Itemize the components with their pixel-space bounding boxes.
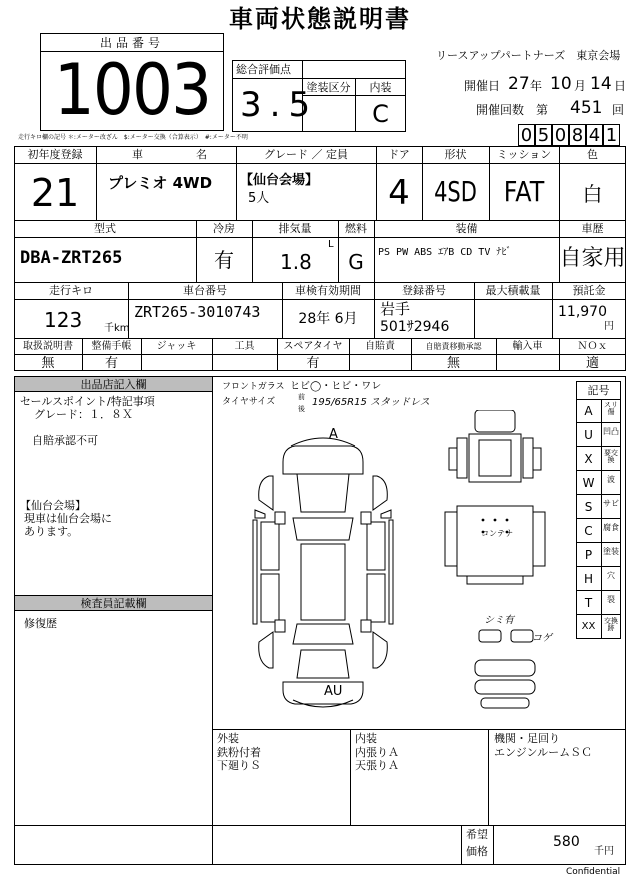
hdr-door: ドア xyxy=(388,148,410,161)
manual-value: 無 xyxy=(41,356,55,371)
mileage-value: 123 xyxy=(44,308,83,332)
car-outline-rear-window xyxy=(293,624,353,644)
dealer-note-line: セールスポイント/特記事項 xyxy=(20,395,155,408)
car-outline-left-sill xyxy=(253,520,257,624)
seat-front-left xyxy=(479,630,501,642)
code-description: 波 xyxy=(607,475,615,484)
code-letter: X xyxy=(584,452,593,466)
hdr-equipment: 装備 xyxy=(455,222,478,235)
code-legend-row xyxy=(576,447,621,471)
code-letter: XX xyxy=(581,621,596,632)
inspector-repair-history: 修復歴 xyxy=(24,617,57,630)
damage-mark-front: A xyxy=(329,427,338,442)
event-year-unit: 年 xyxy=(530,79,543,93)
event-count-label: 開催回数 第 xyxy=(476,103,549,117)
code-digit: 0 xyxy=(518,124,535,146)
code-digit: 4 xyxy=(586,124,603,146)
damage-arc-front xyxy=(291,438,355,446)
car-outline-left-front-door xyxy=(261,522,279,570)
hdr-name: 名 xyxy=(196,148,207,161)
hdr-car: 車 xyxy=(132,148,143,161)
tire-front-label: 前 xyxy=(298,393,305,401)
car-outline-windshield xyxy=(293,518,353,540)
desired-price-unit: 千円 xyxy=(594,846,614,857)
code-legend-row xyxy=(576,399,621,423)
registration-region: 岩手 xyxy=(380,300,411,318)
code-letter: U xyxy=(584,428,593,442)
vehicle-history: 自家用 xyxy=(559,246,626,271)
air-conditioning: 有 xyxy=(214,248,234,272)
car-outline-left-rear-fender xyxy=(259,632,273,668)
event-count-unit: 回 xyxy=(612,103,625,117)
code-legend-row xyxy=(576,591,621,615)
code-legend-header: 記号 xyxy=(587,384,610,397)
interior-line-1: 内張りＡ xyxy=(355,746,399,759)
tire-size-label: タイヤサイズ xyxy=(222,397,276,407)
model-code: DBA-ZRT265 xyxy=(20,248,123,268)
event-day-unit: 日 xyxy=(614,79,627,93)
event-day: 14 xyxy=(590,74,612,94)
code-letter: P xyxy=(584,548,593,562)
code-legend-row xyxy=(576,423,621,447)
car-outline-right-front-fender xyxy=(373,476,387,510)
code-letter: H xyxy=(583,572,594,586)
hdr-first-reg: 初年度登録 xyxy=(27,148,83,161)
container-label: コンテナ xyxy=(481,529,513,538)
fuel-type: G xyxy=(348,250,364,274)
car-outline-hood xyxy=(297,474,349,512)
body-shape: 4SD xyxy=(434,175,477,208)
equipment-list: PS PW ABS ｴｱB CD TV ﾅﾋﾞ xyxy=(378,247,512,258)
code-description: 塗装 xyxy=(603,547,619,556)
code-letter: W xyxy=(582,476,595,490)
code-legend-row xyxy=(576,567,621,591)
interior-grade-value: C xyxy=(372,100,389,128)
hdr-nox: ＮＯｘ xyxy=(577,341,608,352)
car-outline-trunk xyxy=(297,650,349,678)
hdr-ac: 冷房 xyxy=(213,222,235,235)
hdr-insurance: 自賠責 xyxy=(365,341,395,352)
lot-label: 出品番号 xyxy=(99,36,164,50)
event-date-label: 開催日 xyxy=(464,79,501,93)
code-letter: C xyxy=(584,524,593,538)
spare-tire-value: 有 xyxy=(306,356,320,371)
body-color: 白 xyxy=(582,182,603,206)
interior-grade-label: 内装 xyxy=(369,81,392,94)
damage-mark-rear: AU xyxy=(324,684,343,699)
code-letter: T xyxy=(584,596,593,610)
car-outline-left-rear-door xyxy=(261,574,279,622)
hdr-deposit: 預託金 xyxy=(572,284,606,297)
dealer-note-line: 自賠承認不可 xyxy=(32,434,98,447)
confidential-footer: Confidential xyxy=(566,867,621,877)
exterior-line-2: 下廻りＳ xyxy=(217,759,261,772)
hdr-jack: ジャッキ xyxy=(156,341,197,352)
exterior-line-1: 鉄粉付着 xyxy=(217,746,261,759)
event-month: 10 xyxy=(550,74,572,94)
car-name: プレミオ 4WD xyxy=(108,174,213,192)
displacement: 1.8 xyxy=(280,250,312,274)
car-outline-roof xyxy=(301,544,345,620)
engine-line-1: エンジンルームＳＣ xyxy=(494,746,593,759)
event-year: 27 xyxy=(508,74,530,94)
tire-size-handwritten: 195/65R15 スタッドレス xyxy=(312,397,430,408)
car-damage-diagram xyxy=(213,410,575,730)
document-title: 車両状態説明書 xyxy=(229,5,411,33)
deposit-value: 11,970 xyxy=(558,304,607,320)
dealer-note-line: あります。 xyxy=(24,525,79,538)
code-legend-row xyxy=(576,519,621,543)
code-digit: 0 xyxy=(552,124,569,146)
registration-number: 501ｻ2946 xyxy=(380,319,450,335)
container-outline xyxy=(457,506,533,576)
code-legend-row xyxy=(576,495,621,519)
hdr-insurance-transfer: 自賠責移動承認 xyxy=(425,342,482,351)
code-description: 腐食 xyxy=(603,523,619,532)
code-digit: 8 xyxy=(569,124,586,146)
deposit-unit: 円 xyxy=(604,321,614,332)
code-letter: A xyxy=(584,404,593,418)
windshield-label: フロントガラス xyxy=(222,382,285,392)
hdr-color: 色 xyxy=(587,148,598,161)
chassis-number: ZRT265-3010743 xyxy=(134,303,261,321)
seat-front-right xyxy=(511,630,533,642)
car-outline-left-front-fender xyxy=(259,476,273,510)
code-description: スリ傷 xyxy=(604,401,618,417)
hdr-max-load: 最大積載量 xyxy=(485,284,541,297)
car-outline-right-rear-fender xyxy=(373,632,387,668)
code-letter: S xyxy=(584,500,593,514)
dealer-note-line: 現車は仙台会場に xyxy=(24,512,112,525)
hdr-mileage: 走行キロ xyxy=(49,284,93,297)
event-count: 451 xyxy=(570,98,603,118)
hdr-manual: 取扱説明書 xyxy=(23,341,73,352)
car-outline-front xyxy=(283,446,363,474)
code-digit: 1 xyxy=(603,124,620,146)
note-burn: コゲ xyxy=(532,633,552,644)
event-month-unit: 月 xyxy=(574,79,587,93)
insurance-transfer-value: 無 xyxy=(446,356,460,371)
score-value: 3.5 xyxy=(240,85,319,125)
hdr-spare-tire: スペアタイヤ xyxy=(283,341,343,352)
hdr-import: 輸入車 xyxy=(512,341,543,352)
code-description: サビ xyxy=(603,499,619,508)
hdr-shape: 形状 xyxy=(444,148,467,161)
code-legend-row xyxy=(576,615,621,639)
dealer-header-label: 出品店記入欄 xyxy=(80,378,147,391)
engine-label: 機関・足回り xyxy=(494,732,560,745)
score-label: 総合評価点 xyxy=(236,63,291,76)
hdr-model: 型式 xyxy=(94,222,116,235)
hdr-tools: 工具 xyxy=(234,341,255,352)
code-description: 凹凸 xyxy=(603,427,619,436)
transmission: FAT xyxy=(503,175,545,208)
code-description: 交換跡 xyxy=(604,617,618,633)
displacement-unit: L xyxy=(328,239,334,250)
first-reg-year: 21 xyxy=(30,171,80,215)
seat-rear xyxy=(475,660,535,676)
code-legend-row xyxy=(576,471,621,495)
interior-line-2: 天張りＡ xyxy=(355,759,399,772)
code-description: 要交換 xyxy=(604,449,618,465)
hdr-displacement: 排気量 xyxy=(278,222,312,235)
code-digit: 5 xyxy=(535,124,552,146)
car-outline-right-sill xyxy=(389,520,393,624)
mileage-unit: 千km xyxy=(104,323,130,334)
mileage-legend-note: 走行キロ欄の記号 ＊:メーター改ざん $:メーター交換（合算表示） #:メーター不明 xyxy=(18,134,248,141)
car-outline-right-rear-door xyxy=(367,574,385,622)
interior-label: 内装 xyxy=(355,732,377,745)
nox-value: 適 xyxy=(585,356,599,371)
grade-line2: 5人 xyxy=(248,191,270,206)
organizer: リースアップパートナーズ 東京会場 xyxy=(436,49,621,62)
inspection-expiry: 28年 6月 xyxy=(298,311,358,327)
grade-line1: 【仙台会場】 xyxy=(240,173,319,188)
car-outline-right-front-door xyxy=(367,522,385,570)
hdr-fuel: 燃料 xyxy=(345,222,367,235)
price-label-2: 価格 xyxy=(466,845,488,858)
hdr-grade: グレード ／ 定員 xyxy=(264,148,348,161)
code-description: 裂 xyxy=(607,595,615,604)
hdr-chassis: 車台番号 xyxy=(183,284,227,297)
maintenance-book-value: 有 xyxy=(104,356,118,371)
hdr-history: 車歴 xyxy=(581,222,604,235)
desired-price: 580 xyxy=(553,834,580,850)
inspector-header-label: 検査員記載欄 xyxy=(80,597,147,610)
lot-number: 1003 xyxy=(53,49,211,131)
code-legend-row xyxy=(576,543,621,567)
note-stain: シミ有 xyxy=(484,615,514,626)
hdr-mission: ミッション xyxy=(496,148,552,161)
code-description: 穴 xyxy=(607,571,615,580)
dealer-note-line: グレード：１．８Ｘ xyxy=(34,408,133,421)
windshield-options: ヒビ◯・ヒビ・ワレ xyxy=(290,381,382,392)
tire-rear-label: 後 xyxy=(298,405,305,413)
paint-label: 塗装区分 xyxy=(306,81,351,94)
door-count: 4 xyxy=(388,173,410,213)
hdr-registration: 登録番号 xyxy=(402,284,446,297)
hdr-inspection: 車検有効期間 xyxy=(295,284,361,297)
price-label-1: 希望 xyxy=(466,828,488,841)
dealer-note-line: 【仙台会場】 xyxy=(20,499,86,512)
exterior-label: 外装 xyxy=(217,732,239,745)
hdr-maintenance-book: 整備手帳 xyxy=(91,341,132,352)
